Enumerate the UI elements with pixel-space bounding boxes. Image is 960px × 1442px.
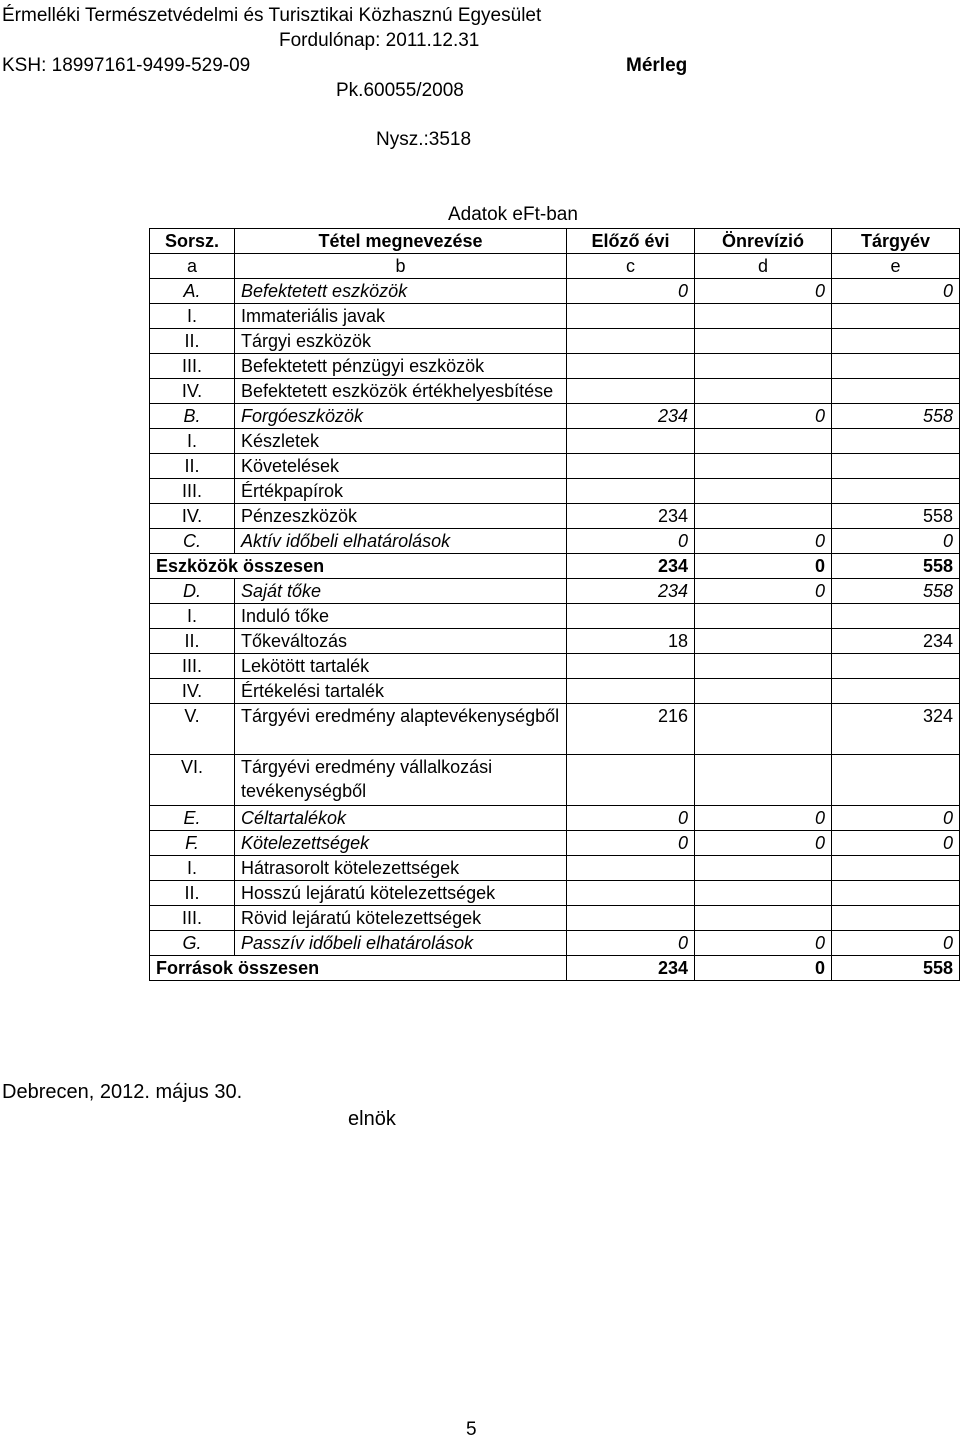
table-row [150, 906, 960, 931]
row-name: Céltartalékok [235, 806, 567, 831]
table-row [150, 931, 960, 956]
row-current-value: 324 [832, 704, 960, 755]
table-header-row [150, 229, 960, 254]
row-code: II. [150, 881, 235, 906]
row-revision-value [695, 629, 832, 654]
row-name: Értékelési tartalék [235, 679, 567, 704]
row-name: Saját tőke [235, 579, 567, 604]
row-code: IV. [150, 379, 235, 404]
row-revision-value: 0 [695, 404, 832, 429]
row-current-value: 558 [832, 504, 960, 529]
row-code: F. [150, 831, 235, 856]
row-prev-value [567, 856, 695, 881]
row-revision-value: 0 [695, 279, 832, 304]
column-header-name: Tétel megnevezése [235, 229, 567, 254]
signatory-role: elnök [348, 1108, 396, 1130]
row-current-value: 558 [832, 554, 960, 579]
row-code: VI. [150, 755, 235, 806]
row-code: V. [150, 704, 235, 755]
column-letter: b [235, 254, 567, 279]
row-prev-value [567, 679, 695, 704]
row-revision-value [695, 704, 832, 755]
row-name: Immateriális javak [235, 304, 567, 329]
row-prev-value [567, 454, 695, 479]
row-name: Passzív időbeli elhatárolások [235, 931, 567, 956]
pk-number: Pk.60055/2008 [336, 80, 464, 101]
row-prev-value [567, 429, 695, 454]
table-row [150, 454, 960, 479]
row-current-value: 0 [832, 806, 960, 831]
row-name: Források összesen [150, 956, 567, 981]
row-prev-value [567, 379, 695, 404]
row-revision-value [695, 329, 832, 354]
row-name: Tárgyévi eredmény vállalkozási tevékenységből [235, 755, 567, 806]
row-prev-value: 216 [567, 704, 695, 755]
row-prev-value: 0 [567, 831, 695, 856]
table-row [150, 329, 960, 354]
table-row [150, 554, 960, 579]
row-revision-value: 0 [695, 554, 832, 579]
row-current-value: 558 [832, 404, 960, 429]
row-code: D. [150, 579, 235, 604]
row-revision-value: 0 [695, 806, 832, 831]
row-revision-value [695, 755, 832, 806]
ksh-number: KSH: 18997161-9499-529-09 [2, 55, 251, 76]
row-revision-value [695, 354, 832, 379]
table-row [150, 429, 960, 454]
table-row [150, 881, 960, 906]
row-current-value [832, 654, 960, 679]
row-revision-value [695, 479, 832, 504]
row-current-value [832, 304, 960, 329]
row-current-value [832, 429, 960, 454]
row-revision-value: 0 [695, 831, 832, 856]
table-row [150, 629, 960, 654]
row-prev-value: 234 [567, 956, 695, 981]
row-name: Kötelezettségek [235, 831, 567, 856]
row-current-value [832, 329, 960, 354]
row-code: E. [150, 806, 235, 831]
row-code: IV. [150, 504, 235, 529]
row-revision-value [695, 379, 832, 404]
table-row [150, 529, 960, 554]
row-revision-value [695, 504, 832, 529]
row-name: Befektetett eszközök értékhelyesbítése [235, 379, 567, 404]
row-current-value [832, 454, 960, 479]
row-current-value [832, 604, 960, 629]
row-name: Rövid lejáratú kötelezettségek [235, 906, 567, 931]
row-name: Befektetett pénzügyi eszközök [235, 354, 567, 379]
row-prev-value [567, 479, 695, 504]
row-prev-value: 234 [567, 404, 695, 429]
row-code: G. [150, 931, 235, 956]
table-row [150, 831, 960, 856]
table-row [150, 806, 960, 831]
row-prev-value [567, 304, 695, 329]
row-revision-value [695, 906, 832, 931]
row-current-value: 558 [832, 579, 960, 604]
row-revision-value: 0 [695, 579, 832, 604]
row-code: I. [150, 304, 235, 329]
column-header-prev: Előző évi [567, 229, 695, 254]
row-revision-value: 0 [695, 956, 832, 981]
row-revision-value [695, 654, 832, 679]
row-code: A. [150, 279, 235, 304]
row-revision-value [695, 454, 832, 479]
column-letter: d [695, 254, 832, 279]
row-code: III. [150, 906, 235, 931]
table-row [150, 604, 960, 629]
row-revision-value [695, 429, 832, 454]
row-name: Tárgyévi eredmény alaptevékenységből [235, 704, 567, 755]
row-prev-value: 234 [567, 504, 695, 529]
row-code: II. [150, 629, 235, 654]
row-prev-value [567, 906, 695, 931]
balance-sheet-table [149, 228, 960, 981]
row-prev-value: 0 [567, 806, 695, 831]
column-header-sorsz: Sorsz. [150, 229, 235, 254]
row-current-value: 0 [832, 931, 960, 956]
row-code: B. [150, 404, 235, 429]
row-name: Készletek [235, 429, 567, 454]
row-code: IV. [150, 679, 235, 704]
row-current-value: 558 [832, 956, 960, 981]
row-name: Értékpapírok [235, 479, 567, 504]
table-row [150, 379, 960, 404]
row-code: C. [150, 529, 235, 554]
row-name: Tárgyi eszközök [235, 329, 567, 354]
table-row [150, 679, 960, 704]
row-revision-value [695, 679, 832, 704]
row-current-value [832, 881, 960, 906]
row-code: II. [150, 329, 235, 354]
row-current-value: 234 [832, 629, 960, 654]
row-name: Tőkeváltozás [235, 629, 567, 654]
row-name: Forgóeszközök [235, 404, 567, 429]
place-and-date: Debrecen, 2012. május 30. [2, 1081, 243, 1103]
row-code: III. [150, 354, 235, 379]
table-row [150, 755, 960, 806]
table-row [150, 579, 960, 604]
row-current-value [832, 354, 960, 379]
units-note: Adatok eFt-ban [448, 204, 578, 225]
row-prev-value [567, 604, 695, 629]
row-prev-value [567, 881, 695, 906]
row-revision-value [695, 304, 832, 329]
document-title: Mérleg [626, 55, 688, 76]
row-name: Hosszú lejáratú kötelezettségek [235, 881, 567, 906]
row-current-value [832, 479, 960, 504]
row-prev-value [567, 654, 695, 679]
row-prev-value [567, 354, 695, 379]
table-row [150, 956, 960, 981]
row-current-value [832, 379, 960, 404]
table-row [150, 479, 960, 504]
row-prev-value: 234 [567, 579, 695, 604]
row-code: III. [150, 479, 235, 504]
row-code: II. [150, 454, 235, 479]
row-name: Befektetett eszközök [235, 279, 567, 304]
turning-date: Fordulónap: 2011.12.31 [279, 30, 480, 51]
table-row [150, 654, 960, 679]
row-current-value [832, 906, 960, 931]
table-row [150, 856, 960, 881]
row-prev-value: 18 [567, 629, 695, 654]
row-code: I. [150, 856, 235, 881]
row-prev-value: 234 [567, 554, 695, 579]
row-current-value [832, 856, 960, 881]
row-prev-value: 0 [567, 529, 695, 554]
row-prev-value: 0 [567, 279, 695, 304]
row-revision-value [695, 856, 832, 881]
row-current-value [832, 679, 960, 704]
column-letters-row [150, 254, 960, 279]
row-code: I. [150, 604, 235, 629]
row-name: Lekötött tartalék [235, 654, 567, 679]
row-revision-value: 0 [695, 931, 832, 956]
table-row [150, 279, 960, 304]
row-current-value: 0 [832, 529, 960, 554]
row-prev-value [567, 755, 695, 806]
row-revision-value [695, 881, 832, 906]
page-number: 5 [466, 1419, 477, 1440]
row-prev-value [567, 329, 695, 354]
column-header-current: Tárgyév [832, 229, 960, 254]
row-name: Induló tőke [235, 604, 567, 629]
column-letter: a [150, 254, 235, 279]
table-row [150, 504, 960, 529]
nysz-number: Nysz.:3518 [376, 129, 472, 150]
row-revision-value [695, 604, 832, 629]
row-name: Aktív időbeli elhatárolások [235, 529, 567, 554]
table-row [150, 704, 960, 755]
row-code: III. [150, 654, 235, 679]
row-name: Hátrasorolt kötelezettségek [235, 856, 567, 881]
row-name: Követelések [235, 454, 567, 479]
row-name: Pénzeszközök [235, 504, 567, 529]
column-letter: c [567, 254, 695, 279]
row-current-value [832, 755, 960, 806]
row-revision-value: 0 [695, 529, 832, 554]
organization-name: Érmelléki Természetvédelmi és Turisztikai Közhasznú Egyesület [2, 5, 542, 26]
table-row [150, 404, 960, 429]
table-row [150, 354, 960, 379]
column-header-revision: Önrevízió [695, 229, 832, 254]
table-row [150, 304, 960, 329]
row-current-value: 0 [832, 279, 960, 304]
row-current-value: 0 [832, 831, 960, 856]
column-letter: e [832, 254, 960, 279]
row-name: Eszközök összesen [150, 554, 567, 579]
row-prev-value: 0 [567, 931, 695, 956]
table-body [150, 279, 960, 981]
row-code: I. [150, 429, 235, 454]
